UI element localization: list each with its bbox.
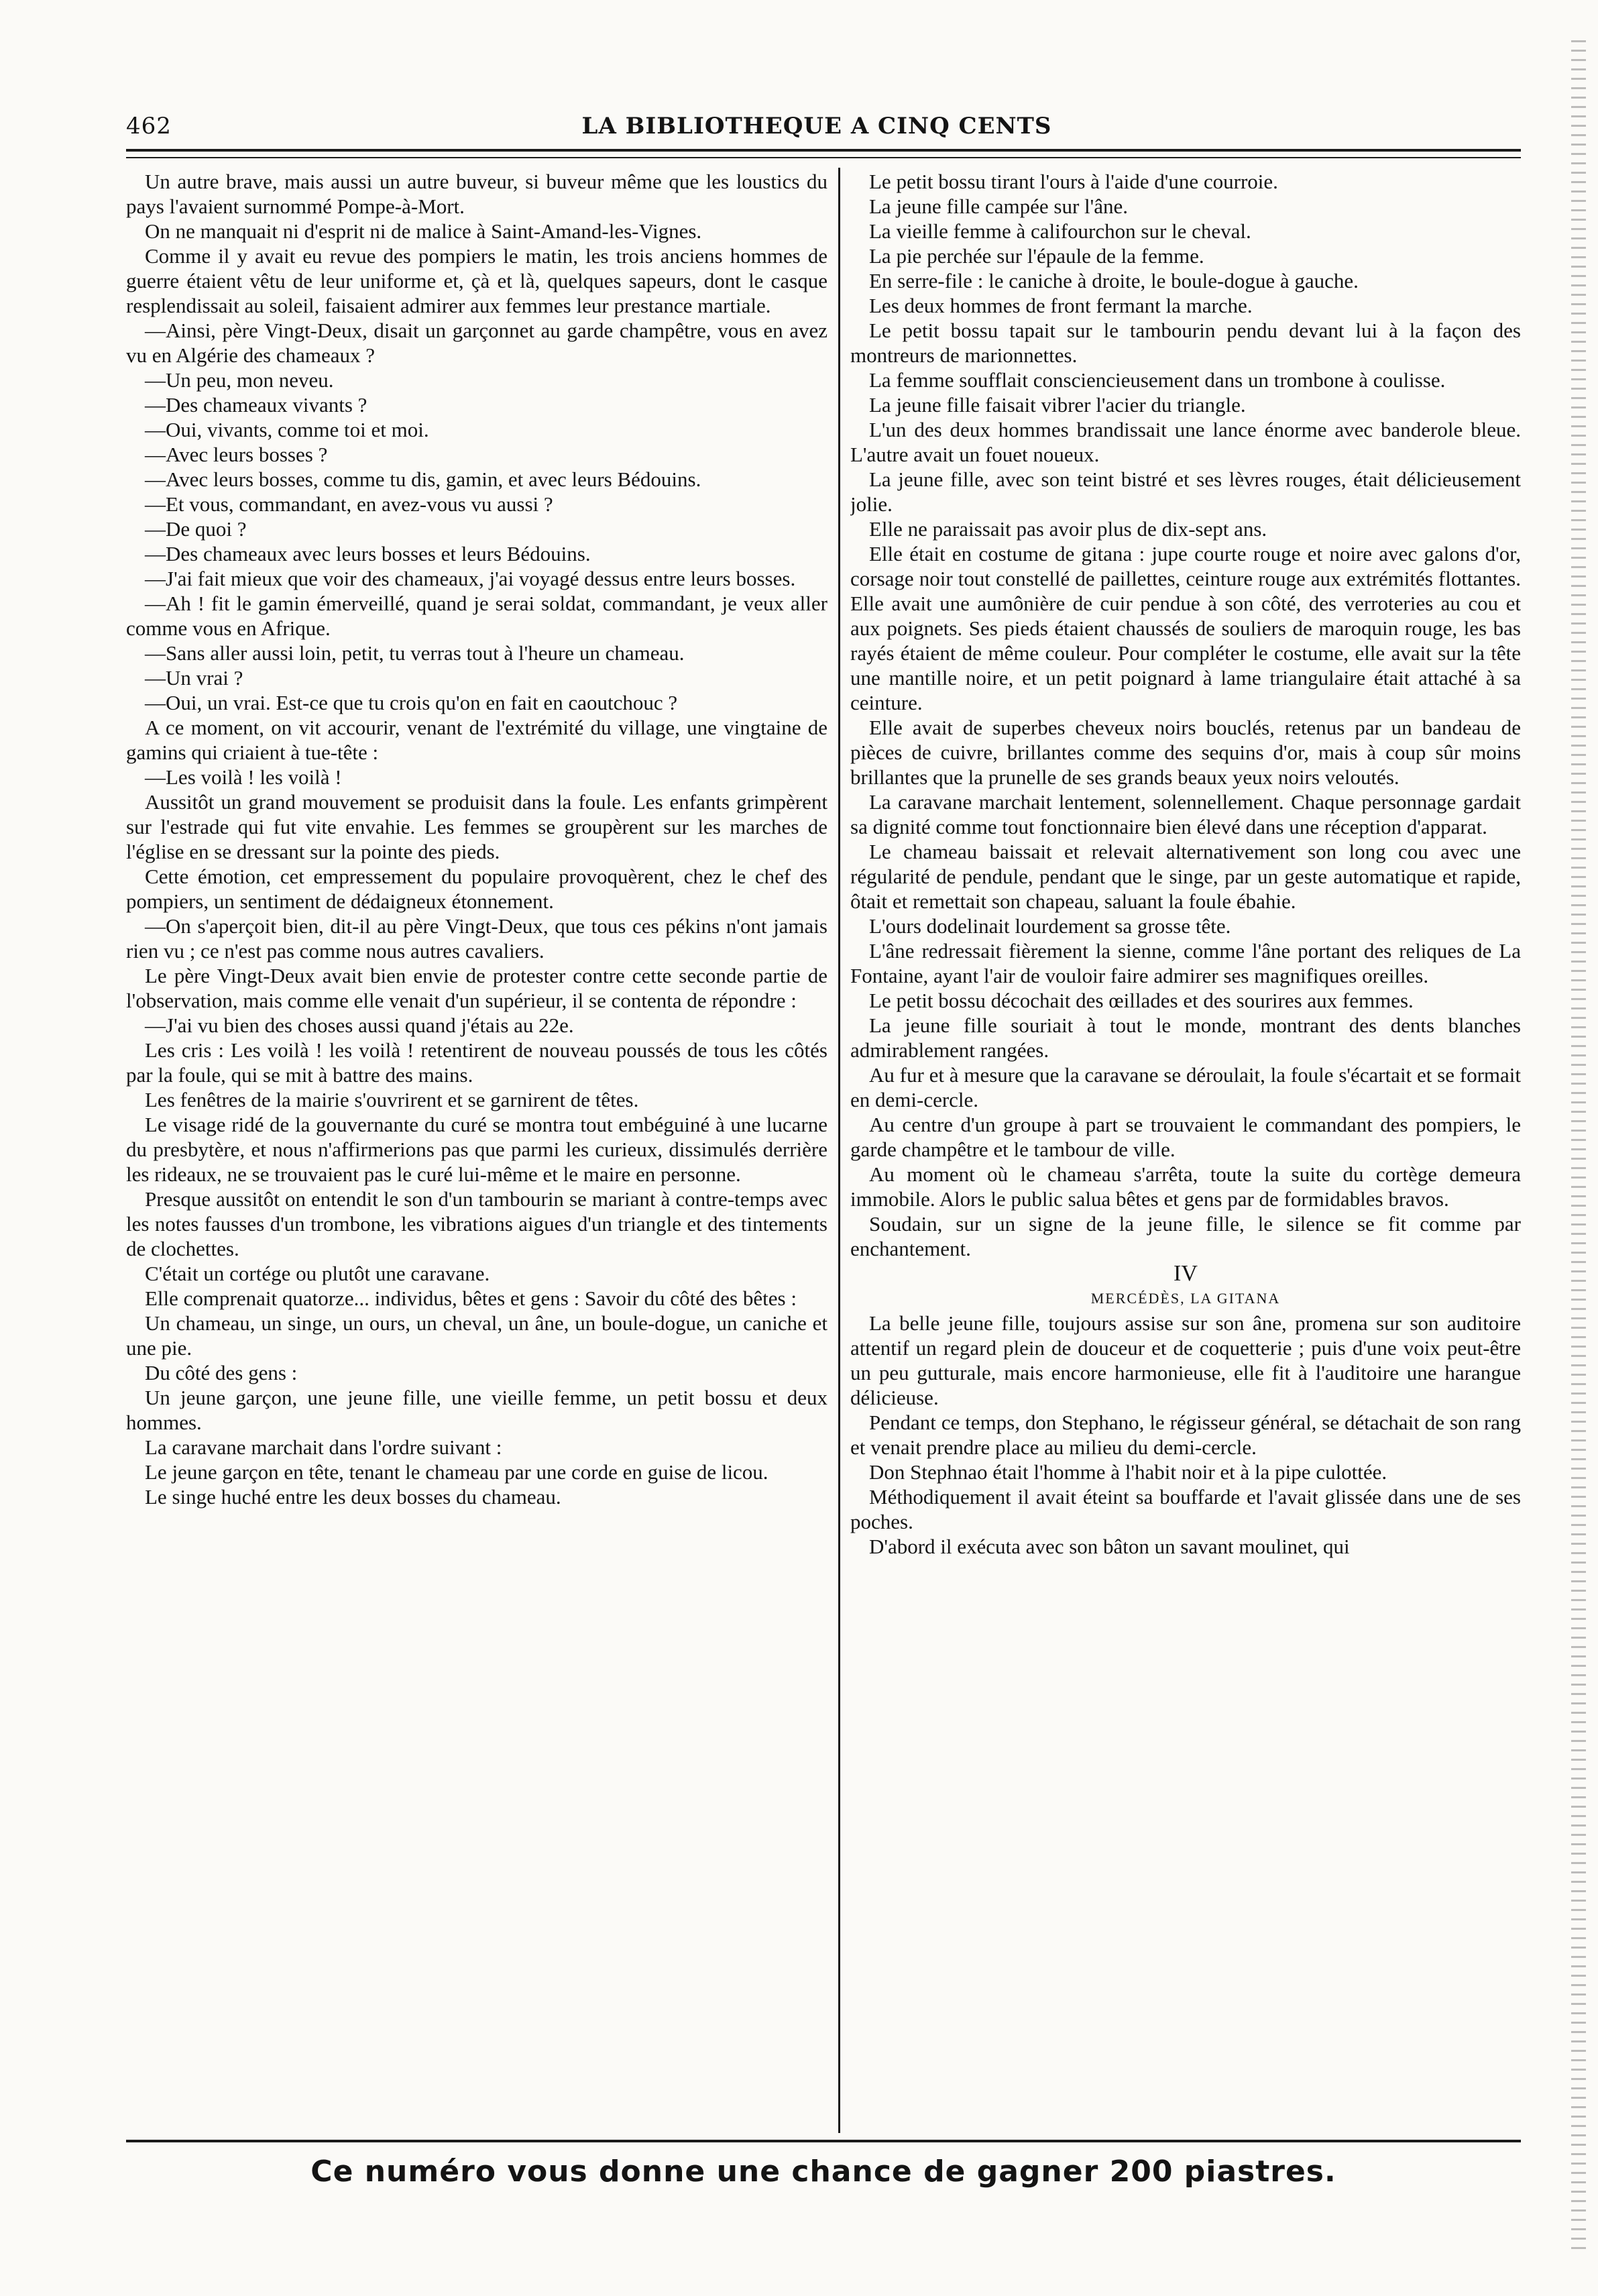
paragraph: D'abord il exécuta avec son bâton un savant moulinet, qui — [869, 1535, 1350, 1558]
paragraph: Le chameau baissait et relevait alternativement son long cou avec une régularité de pendule, pendant que le singe, par un geste automatique et rapide, ôtait et remettait son chapeau, saluant la foule ébahie. — [850, 840, 1521, 913]
paragraph: —Des chameaux avec leurs bosses et leurs Bédouins. — [145, 542, 591, 565]
paragraph: L'un des deux hommes brandissait une lance énorme avec banderole bleue. L'autre avait un fouet noueux. — [850, 418, 1521, 466]
paragraph: Aussitôt un grand mouvement se produisit dans la foule. Les enfants grimpèrent sur l'estrade qui fut vite envahie. Les femmes se groupèrent sur les marches de l'église en se dressant sur la pointe des pieds. — [126, 790, 827, 863]
paragraph: —Ah ! fit le gamin émerveillé, quand je serai soldat, commandant, je veux aller comme vous en Afrique. — [126, 592, 827, 640]
paragraph: —J'ai fait mieux que voir des chameaux, j'ai voyagé dessus entre leurs bosses. — [145, 567, 796, 590]
section-number: IV — [1174, 1261, 1198, 1286]
paragraph: Presque aussitôt on entendit le son d'un tambourin se mariant à contre-temps avec les notes fausses d'un trombone, les vibrations aigues d'un triangle et des tintements de clochettes. — [126, 1187, 827, 1260]
paragraph: —Avec leurs bosses, comme tu dis, gamin, et avec leurs Bédouins. — [145, 468, 701, 491]
paragraph: Elle ne paraissait pas avoir plus de dix-sept ans. — [869, 517, 1267, 541]
paragraph: L'âne redressait fièrement la sienne, comme l'âne portant des reliques de La Fontaine, ayant l'air de vouloir faire admirer ses magnifiques oreilles. — [850, 939, 1521, 987]
paragraph: Le petit bossu tapait sur le tambourin pendu devant lui à la façon des montreurs de marionnettes. — [850, 319, 1521, 367]
journal-title: LA BIBLIOTHEQUE A CINQ CENTS — [581, 113, 1052, 140]
paragraph: Le petit bossu tirant l'ours à l'aide d'une courroie. — [869, 170, 1278, 193]
paragraph: La jeune fille campée sur l'âne. — [869, 195, 1129, 218]
paragraph: —Ainsi, père Vingt-Deux, disait un garçonnet au garde champêtre, vous en avez vu en Algérie des chameaux ? — [126, 319, 827, 367]
paragraph: On ne manquait ni d'esprit ni de malice à Saint-Amand-les-Vignes. — [145, 219, 702, 243]
paragraph: Le jeune garçon en tête, tenant le chameau par une corde en guise de licou. — [145, 1460, 768, 1484]
paragraph: —Sans aller aussi loin, petit, tu verras tout à l'heure un chameau. — [145, 641, 685, 665]
paragraph: Un chameau, un singe, un ours, un cheval, un âne, un boule-dogue, un caniche et une pie. — [126, 1311, 827, 1360]
paragraph: Pendant ce temps, don Stephano, le régisseur général, se détachait de son rang et venait prendre place au milieu du demi-cercle. — [850, 1411, 1521, 1459]
paragraph: Elle comprenait quatorze... individus, bêtes et gens : Savoir du côté des bêtes : — [145, 1287, 797, 1310]
paragraph: Elle avait de superbes cheveux noirs bouclés, retenus par un bandeau de pièces de cuivre, brillantes comme des sequins d'or, mais à coup sûr moins brillantes que la prunelle de ses grands beaux yeux noirs veloutés. — [850, 716, 1521, 789]
paragraph: La vieille femme à califourchon sur le cheval. — [869, 219, 1251, 243]
paragraph: La caravane marchait dans l'ordre suivant : — [145, 1435, 502, 1459]
page-edge-damage — [1571, 40, 1586, 2254]
paragraph: Méthodiquement il avait éteint sa bouffarde et l'avait glissée dans une de ses poches. — [850, 1485, 1521, 1533]
paragraph: Un autre brave, mais aussi un autre buveur, si buveur même que les loustics du pays l'avaient surnommé Pompe-à-Mort. — [126, 170, 827, 218]
right-column — [850, 169, 1521, 2134]
paragraph: Le petit bossu décochait des œillades et des sourires aux femmes. — [869, 989, 1414, 1012]
paragraph: La caravane marchait lentement, solennellement. Chaque personnage gardait sa dignité comme tout fonctionnaire bien élevé dans une réception d'apparat. — [850, 790, 1521, 838]
paragraph: L'ours dodelinait lourdement sa grosse tête. — [869, 914, 1231, 938]
running-head — [126, 107, 1507, 145]
paragraph: Le père Vingt-Deux avait bien envie de protester contre cette seconde partie de l'observation, mais comme elle venait d'un supérieur, il se contenta de répondre : — [126, 964, 827, 1012]
paragraph: —Des chameaux vivants ? — [145, 393, 367, 417]
paragraph: Un jeune garçon, une jeune fille, une vieille femme, un petit bossu et deux hommes. — [126, 1386, 827, 1434]
column-divider — [838, 168, 840, 2133]
paragraph: —On s'aperçoit bien, dit-il au père Vingt-Deux, que tous ces pékins n'ont jamais rien vu ; ce n'est pas comme nous autres cavaliers. — [126, 914, 827, 963]
paragraph: Don Stephnao était l'homme à l'habit noir et à la pipe culottée. — [869, 1460, 1387, 1484]
footer-notice: Ce numéro vous donne une chance de gagner 200 piastres. — [310, 2154, 1336, 2189]
left-column — [126, 169, 827, 2134]
paragraph: Le visage ridé de la gouvernante du curé se montra tout embéguiné à une lucarne du presbytère, et nous n'affirmerions pas que parmi les curieux, dissimulés derrière les rideaux, ne se trouvaient pas le curé lui-même et le maire en personne. — [126, 1113, 827, 1186]
paragraph: Le singe huché entre les deux bosses du chameau. — [145, 1485, 561, 1509]
paragraph: —De quoi ? — [145, 517, 247, 541]
page-number: 462 — [126, 113, 172, 140]
footer-rule — [126, 2140, 1521, 2142]
header-rule — [126, 149, 1521, 152]
paragraph: —Avec leurs bosses ? — [145, 443, 328, 466]
paragraph: —Oui, un vrai. Est-ce que tu crois qu'on en fait en caoutchouc ? — [145, 691, 678, 714]
header-rule-thin — [126, 157, 1521, 158]
paragraph: Au moment où le chameau s'arrêta, toute la suite du cortège demeura immobile. Alors le public salua bêtes et gens par de formidables bravos. — [850, 1162, 1521, 1211]
paragraph: Cette émotion, cet empressement du populaire provoquèrent, chez le chef des pompiers, un sentiment de dédaigneux étonnement. — [126, 865, 827, 913]
section-title: MERCÉDÈS, LA GITANA — [1090, 1290, 1281, 1307]
paragraph: —Un peu, mon neveu. — [145, 368, 334, 392]
paragraph: La jeune fille, avec son teint bistré et ses lèvres rouges, était délicieusement jolie. — [850, 468, 1521, 516]
paragraph: —Et vous, commandant, en avez-vous vu aussi ? — [145, 492, 553, 516]
paragraph: Soudain, sur un signe de la jeune fille, le silence se fit comme par enchantement. — [850, 1212, 1521, 1260]
paragraph: —Oui, vivants, comme toi et moi. — [145, 418, 429, 441]
paragraph: Les fenêtres de la mairie s'ouvrirent et se garnirent de têtes. — [145, 1088, 639, 1111]
paragraph: Au fur et à mesure que la caravane se déroulait, la foule s'écartait et se formait en demi-cercle. — [850, 1063, 1521, 1111]
paragraph: La jeune fille faisait vibrer l'acier du triangle. — [869, 393, 1246, 417]
paragraph: —Un vrai ? — [145, 666, 243, 690]
paragraph: En serre-file : le caniche à droite, le boule-dogue à gauche. — [869, 269, 1359, 292]
paragraph: La jeune fille souriait à tout le monde, montrant des dents blanches admirablement rangées. — [850, 1014, 1521, 1062]
paragraph: C'était un cortége ou plutôt une caravane. — [145, 1262, 490, 1285]
paragraph: La belle jeune fille, toujours assise sur son âne, promena sur son auditoire attentif un regard plein de douceur et de coquetterie ; puis d'une voix peut-être un peu gutturale, mais encore harmonieuse, elle fit à l'auditoire une harangue délicieuse. — [850, 1311, 1521, 1409]
paragraph: —J'ai vu bien des choses aussi quand j'étais au 22e. — [145, 1014, 574, 1037]
paragraph: Au centre d'un groupe à part se trouvaient le commandant des pompiers, le garde champêtre et le tambour de ville. — [850, 1113, 1521, 1161]
paragraph: Les deux hommes de front fermant la marche. — [869, 294, 1253, 317]
paragraph: Les cris : Les voilà ! les voilà ! retentirent de nouveau poussés de tous les côtés par la foule, qui se mit à battre des mains. — [126, 1038, 827, 1087]
paragraph: Du côté des gens : — [145, 1361, 298, 1384]
paragraph: A ce moment, on vit accourir, venant de l'extrémité du village, une vingtaine de gamins qui criaient à tue-tête : — [126, 716, 827, 764]
paragraph: —Les voilà ! les voilà ! — [145, 765, 342, 789]
paragraph: La pie perchée sur l'épaule de la femme. — [869, 244, 1204, 268]
paragraph: La femme soufflait consciencieusement dans un trombone à coulisse. — [869, 368, 1446, 392]
paragraph: Elle était en costume de gitana : jupe courte rouge et noire avec galons d'or, corsage noir tout constellé de paillettes, ceinture rouge aux extrémités flottantes. Elle avait une aumônière de cuir pendue à son côté, des verroteries au cou et aux poignets. Ses pieds étaient chaussés de souliers de maroquin rouge, les bas rayés étaient de même couleur. Pour compléter le costume, elle avait sur la tête une mantille noire, et un petit poignard à lame triangulaire était attaché à sa ceinture. — [850, 542, 1521, 714]
paragraph: Comme il y avait eu revue des pompiers le matin, les trois anciens hommes de guerre étaient vêtu de leur uniforme et, çà et là, quelques sapeurs, dont le casque resplendissait au soleil, faisaient admirer aux femmes leur prestance martiale. — [126, 244, 827, 317]
